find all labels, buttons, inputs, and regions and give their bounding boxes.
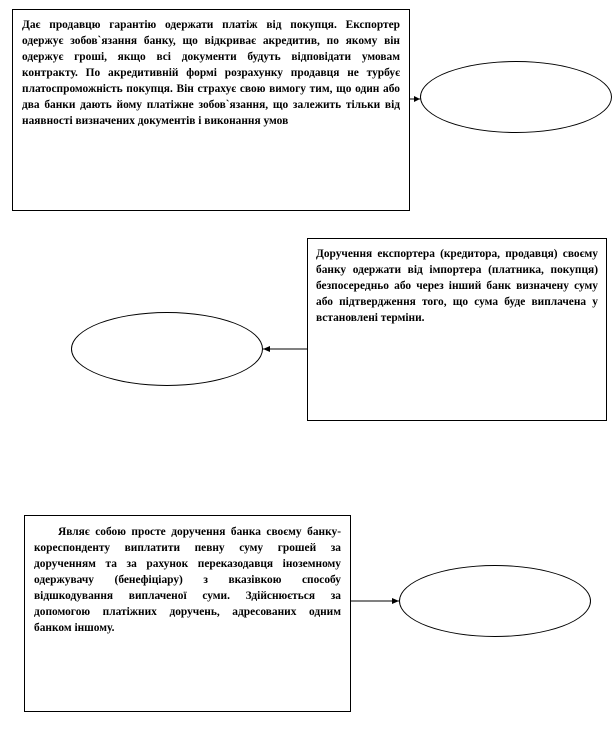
description-text-collection: Доручення експортера (кредитора, продавця) своєму банку одержати від імпортера (платника, покупця) безпосередньо або через інший банк визначену суму або підтвердження того, що сума буде виплачена у встановлені терміни. [316,248,598,324]
description-box-collection [307,238,607,421]
arrow-box3-to-ellipse3 [351,598,399,604]
description-box-bank-transfer [24,515,351,712]
answer-ellipse-2[interactable] [71,312,263,386]
description-box-letter-of-credit [12,9,410,211]
description-text-letter-of-credit: Дає продавцю гарантію одержати платіж від покупця. Експортер одержує зобов`язання банку, що відкриває акредитив, по якому він одержує гроші, якщо всі документи будуть відповідати умовам контракту. По акредитивній формі розрахунку продавця не турбує платоспроможність покупця. Він страхує свою вимогу тим, що один або два банки дають йому платіжне зобов`язання, що залежить тільки від наявності визначених документів і виконання умов [22,19,400,127]
arrow-box1-to-ellipse1 [410,96,420,102]
answer-ellipse-3[interactable] [399,565,591,637]
answer-ellipse-1[interactable] [420,61,612,133]
description-text-bank-transfer: Являє собою просте доручення банка своєму банку-кореспонденту виплатити певну суму грошей за дорученням та за рахунок переказодавця іноземному одержувачу (бенефіціару) з вказівкою способу відшкодування виплаченої суми. Здійснюється за допомогою платіжних доручень, адресованих одним банком іншому. [34,526,341,634]
arrow-box2-to-ellipse2 [263,346,307,352]
